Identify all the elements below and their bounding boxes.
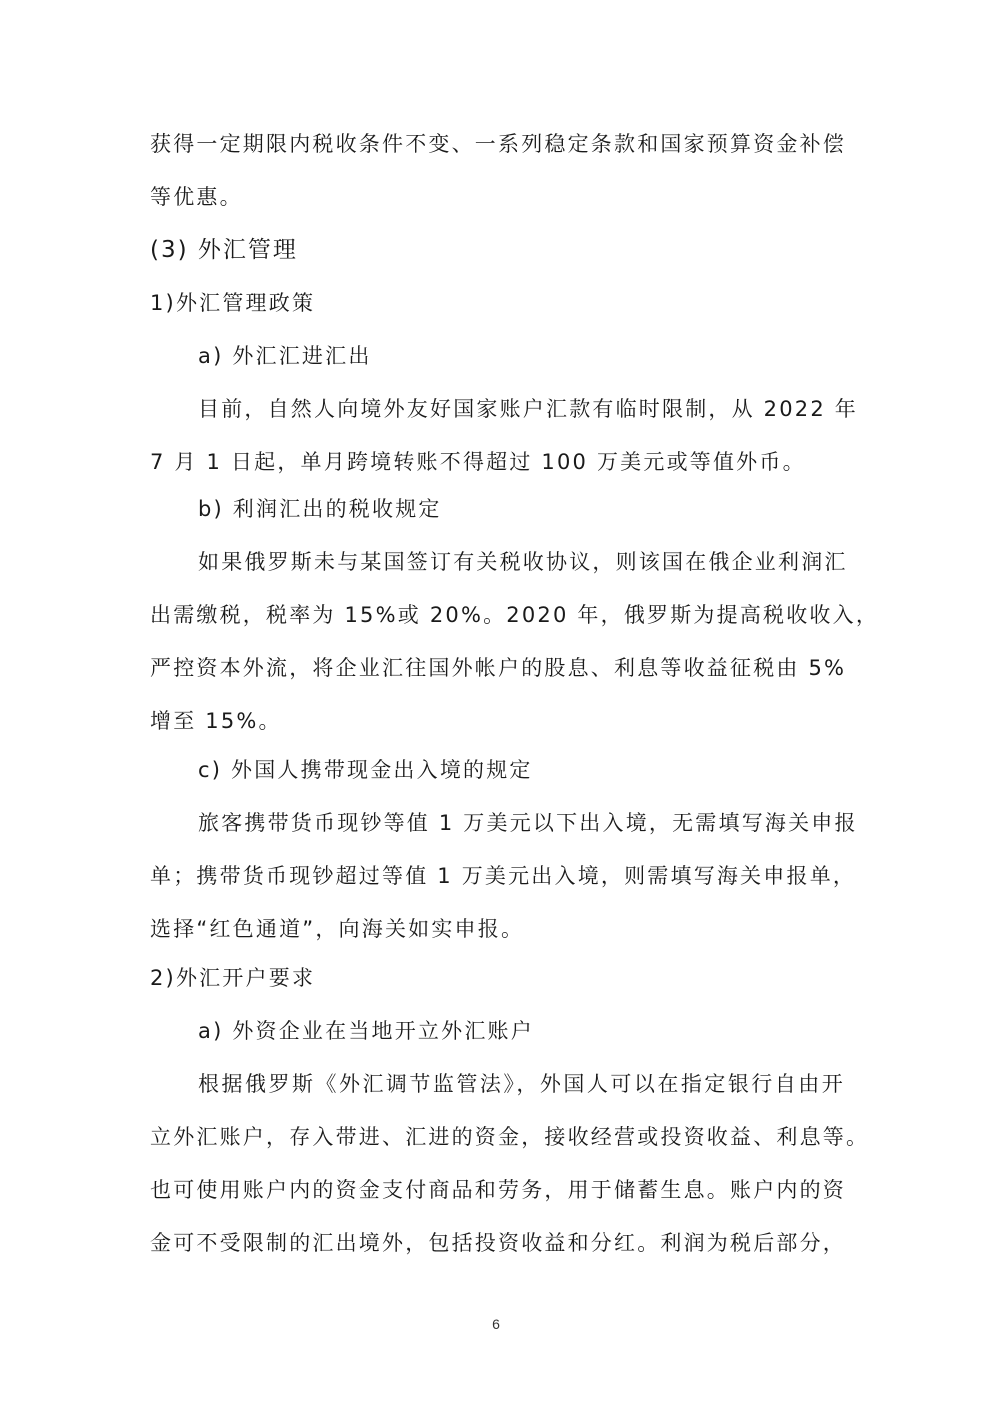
subsection-heading: 2)外汇开户要求: [150, 966, 316, 990]
paragraph-line: 金可不受限制的汇出境外，包括投资收益和分红。利润为税后部分，: [150, 1231, 846, 1255]
paragraph-line: 严控资本外流，将企业汇往国外帐户的股息、利息等收益征税由 5%: [150, 656, 847, 680]
paragraph-line: 出需缴税，税率为 15%或 20%。2020 年，俄罗斯为提高税收收入，: [150, 603, 880, 627]
paragraph-line: 单；携带货币现钞超过等值 1 万美元出入境，则需填写海关申报单，: [150, 864, 857, 888]
paragraph-line: 如果俄罗斯未与某国签订有关税收协议，则该国在俄企业利润汇: [198, 550, 848, 574]
paragraph-line: 增至 15%。: [150, 709, 282, 733]
paragraph-line: 等优惠。: [150, 185, 243, 209]
item-heading: a) 外汇汇进汇出: [198, 344, 372, 368]
paragraph-line: 选择“红色通道”，向海关如实申报。: [150, 917, 525, 941]
paragraph-line: 立外汇账户，存入带进、汇进的资金，接收经营或投资收益、利息等。: [150, 1125, 870, 1149]
item-heading: c) 外国人携带现金出入境的规定: [198, 758, 533, 782]
page-number: 6: [492, 1316, 500, 1332]
item-heading: b) 利润汇出的税收规定: [198, 497, 442, 521]
paragraph-line: 获得一定期限内税收条件不变、一系列稳定条款和国家预算资金补偿: [150, 132, 846, 156]
paragraph-line: 也可使用账户内的资金支付商品和劳务，用于储蓄生息。账户内的资: [150, 1178, 846, 1202]
item-heading: a) 外资企业在当地开立外汇账户: [198, 1019, 534, 1043]
paragraph-line: 旅客携带货币现钞等值 1 万美元以下出入境，无需填写海关申报: [198, 811, 858, 835]
section-heading: (3) 外汇管理: [150, 237, 298, 263]
paragraph-line: 目前，自然人向境外友好国家账户汇款有临时限制，从 2022 年: [198, 397, 858, 421]
subsection-heading: 1)外汇管理政策: [150, 291, 316, 315]
paragraph-line: 根据俄罗斯《外汇调节监管法》，外国人可以在指定银行自由开: [198, 1072, 845, 1096]
paragraph-line: 7 月 1 日起，单月跨境转账不得超过 100 万美元或等值外币。: [150, 450, 806, 474]
